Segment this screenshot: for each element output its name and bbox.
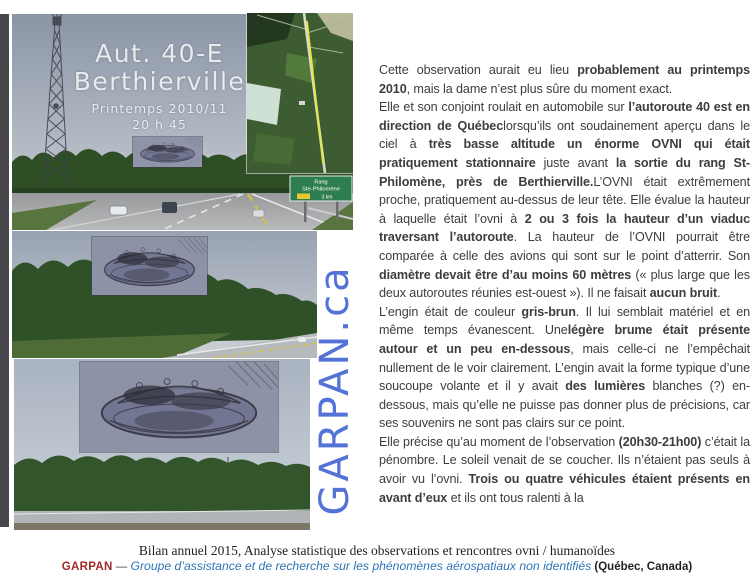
dirt-shoulder xyxy=(14,523,310,530)
bold-text-run: Trois ou quatre véhicules étaient présents en avant d’eux xyxy=(379,472,750,505)
tree-line xyxy=(14,455,310,515)
dark-smudge xyxy=(148,145,166,152)
footer-org-name: GARPAN xyxy=(61,561,113,573)
photo-title-line2: Berthierville xyxy=(73,66,246,96)
dark-smudge xyxy=(124,269,170,282)
photo-subtitle-time: 20 h 45 xyxy=(132,116,187,132)
car-far xyxy=(298,337,306,342)
saucer-sketch xyxy=(133,137,202,167)
dark-smudge xyxy=(171,392,230,410)
sign-line1: Rang xyxy=(314,179,328,186)
paragraph xyxy=(379,303,750,433)
text-run: , mais celle-ci ne l’empêchait nullement de le voir clairement. L’engin avait la forme typique d’une soucoupe volante et il y avait xyxy=(379,341,751,394)
article-text xyxy=(379,61,750,507)
bold-text-run: gris-brun xyxy=(521,304,576,319)
bold-text-run: diamètre devait être d’au moins 60 mètres xyxy=(379,267,632,282)
left-edge-bar xyxy=(0,14,9,527)
footer-report-title: Bilan annuel 2015, Analyse statistique des observations et rencontres ovni / humanoïdes xyxy=(138,543,616,558)
bold-text-run: très basse altitude un énorme OVNI qui était pratiquement stationnaire xyxy=(379,137,750,170)
photo-title-block xyxy=(42,40,277,132)
aerial-map-inset xyxy=(247,13,353,173)
sign-post xyxy=(336,200,339,220)
text-run: , mais la dame n’est plus sûre du moment exact. xyxy=(406,81,673,96)
text-run: Elle précise qu’au moment de l’observation xyxy=(379,434,619,449)
footer-dash: — xyxy=(115,561,128,573)
car-far xyxy=(253,210,264,217)
sign-post xyxy=(304,200,307,222)
exit-badge xyxy=(297,194,310,200)
text-run: c’était la pénombre. Le soleil venait de se coucher. Ils n’étaient pas seuls à avoir vu l’ovni. xyxy=(379,434,750,487)
bold-text-run: légère brume était présente autour et un peu en-dessous xyxy=(379,323,750,356)
text-run: et ils ont tous ralenti à la xyxy=(447,490,584,505)
paragraph xyxy=(379,433,750,507)
bold-text-run: 2 ou 3 fois la hauteur d’un viaduc traversant l’autoroute xyxy=(379,211,750,245)
text-run: blanches (?) en-dessous, mais qu’elle ne puisse pas donner plus de précisions, car ses souvenirs ne sont pas clairs sur ce point. xyxy=(379,379,750,431)
text-run: . xyxy=(717,286,721,301)
text-run: L’OVNI était extrêmement proche, pratiquement au-dessus de leur tête. Elle évalue la hauteur à laquelle était l’ovni à xyxy=(379,174,750,226)
text-run: (« plus large que les deux autoroutes réunies est-ouest »). Il ne faisait xyxy=(379,267,750,301)
paragraph xyxy=(379,98,750,303)
dark-smudge xyxy=(117,252,147,265)
dark-smudge xyxy=(145,257,180,268)
text-run: L’engin était de couleur xyxy=(379,304,522,319)
text-run: Cette observation aurait eu lieu xyxy=(379,63,578,77)
text-run: lorsqu’ils ont soudainement aperçu dans le ciel à xyxy=(379,118,751,152)
map-clearing xyxy=(247,83,281,125)
ufo-sketch-small xyxy=(133,137,202,167)
road-surface xyxy=(14,511,310,523)
sign-distance: 3 km xyxy=(321,194,333,201)
text-run: juste avant xyxy=(535,155,616,170)
ufo-sketch-large xyxy=(80,362,278,452)
photo-title-line1: Aut. 40-E xyxy=(95,39,224,68)
footer-org-line xyxy=(0,559,754,573)
bold-text-run: (20h30-21h00) xyxy=(618,434,702,449)
garpan-watermark: GARPAN.ca xyxy=(312,264,358,516)
dark-smudge xyxy=(134,411,213,431)
saucer-sketch xyxy=(92,237,207,295)
dark-smudge xyxy=(152,153,180,160)
text-run: . La hauteur de l’OVNI pourrait être comparée à celle des avions qui sont sur le point d’atterrir. Son xyxy=(379,230,750,263)
map-building xyxy=(299,101,305,105)
saucer-sketch xyxy=(80,362,278,452)
bold-text-run: aucun bruit xyxy=(649,286,718,301)
aerial-map xyxy=(247,13,353,173)
bold-text-run: des lumières xyxy=(565,379,646,394)
bold-text-run: l’autoroute 40 est en direction de Québec xyxy=(379,100,750,133)
van-dark xyxy=(162,202,177,213)
ufo-sketch-medium xyxy=(92,237,207,295)
bold-text-run: probablement au printemps 2010 xyxy=(379,63,750,96)
text-run: . Il lui semblait matériel et en même temps évanescent. Une xyxy=(379,304,750,338)
car-white xyxy=(110,206,127,215)
dark-smudge xyxy=(124,385,175,405)
footer-location: (Québec, Canada) xyxy=(594,561,693,573)
text-run: Elle et son conjoint roulait en automobile sur xyxy=(379,100,629,115)
photo-subtitle-season: Printemps 2010/11 xyxy=(91,101,228,116)
paragraph xyxy=(379,61,750,98)
dark-smudge xyxy=(165,147,186,153)
sign-line2: Ste-Philomène xyxy=(301,186,341,193)
bold-text-run: la sortie du rang St-Philomène, près de Berthierville. xyxy=(379,155,751,189)
footer-org-description: Groupe d’assistance et de recherche sur les phénomènes aérospatiaux non identifiés xyxy=(130,559,592,573)
